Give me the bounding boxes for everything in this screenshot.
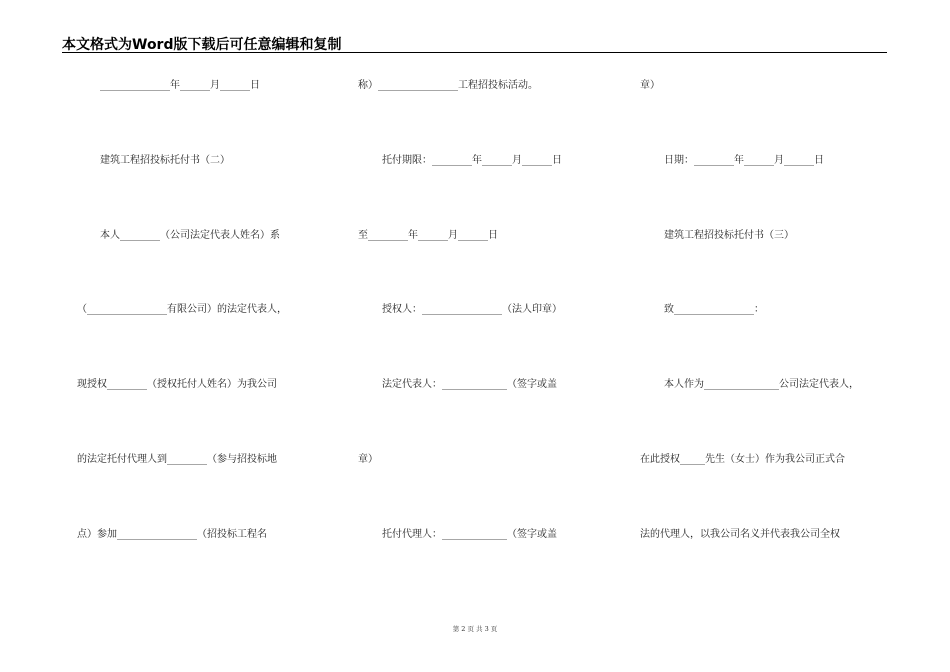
middle-line-2: 托付期限：________年______月______日 bbox=[382, 155, 562, 166]
left-line-4: （________________有限公司）的法定代表人， bbox=[77, 304, 287, 315]
middle-line-1: 称）________________工程招投标活动。 bbox=[358, 80, 538, 91]
middle-line-7: 托付代理人：_____________（签字或盖 bbox=[382, 529, 557, 540]
left-line-5: 现授权________（授权托付人姓名）为我公司 bbox=[77, 379, 277, 390]
right-line-4: 致________________： bbox=[664, 304, 764, 315]
left-line-7: 点）参加________________（招投标工程名 bbox=[77, 529, 267, 540]
middle-line-5: 法定代表人：_____________（签字或盖 bbox=[382, 379, 557, 390]
right-line-7: 法的代理人，以我公司名义并代表我公司全权 bbox=[640, 529, 840, 540]
middle-line-4: 授权人：________________（法人印章） bbox=[382, 304, 562, 315]
page-number-footer: 第 2 页 共 3 页 bbox=[452, 625, 498, 633]
right-line-6: 在此授权_____先生（女士）作为我公司正式合 bbox=[640, 454, 845, 465]
page-header-title: 本文格式为Word版下载后可任意编辑和复制 bbox=[62, 37, 342, 53]
left-line-3: 本人________（公司法定代表人姓名）系 bbox=[100, 230, 280, 241]
right-line-2: 日期：________年______月______日 bbox=[664, 155, 824, 166]
left-line-2: 建筑工程招投标托付书（二） bbox=[100, 155, 230, 166]
right-line-1: 章） bbox=[640, 80, 660, 91]
middle-line-3: 至________年______月______日 bbox=[358, 230, 498, 241]
middle-line-6: 章） bbox=[358, 454, 378, 465]
left-line-1: ______________年______月______日 bbox=[100, 80, 260, 91]
header-divider bbox=[62, 52, 887, 53]
right-line-3: 建筑工程招投标托付书（三） bbox=[664, 230, 794, 241]
right-line-5: 本人作为_______________公司法定代表人， bbox=[664, 379, 859, 390]
left-line-6: 的法定托付代理人到________（参与招投标地 bbox=[77, 454, 277, 465]
